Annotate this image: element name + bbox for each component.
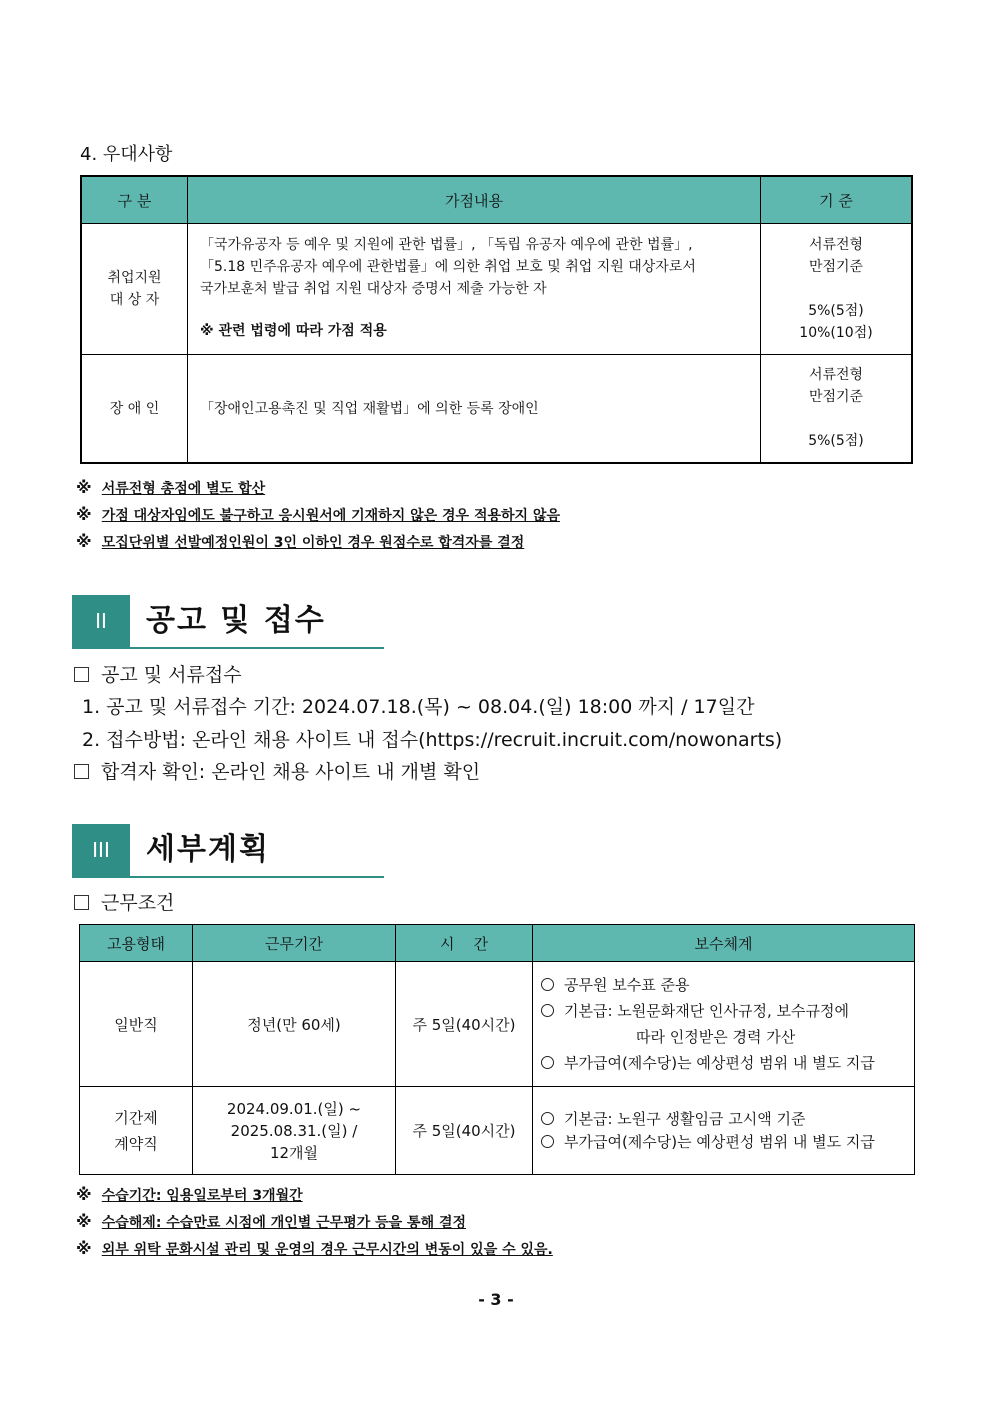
note-item: ※ 수습기간: 임용일로부터 3개월간 — [76, 1185, 303, 1204]
work-period: 정년(만 60세) — [193, 962, 396, 1087]
work-hours: 주 5일(40시간) — [396, 1087, 533, 1175]
section-number: II — [72, 595, 130, 647]
announcement-period: 1. 공고 및 서류접수 기간: 2024.07.18.(목) ~ 08.04.(일) 18:00 까지 / 17일간 — [82, 696, 755, 718]
row-category: 취업지원 대 상 자 — [81, 224, 188, 355]
preference-notes — [76, 478, 560, 559]
note-item: ※ 서류전형 총점에 별도 합산 — [76, 478, 266, 497]
header-work-period: 근무기간 — [193, 925, 396, 962]
section-title: 세부계획 — [146, 832, 270, 867]
circle-bullet-icon — [541, 978, 554, 991]
circle-bullet-icon — [541, 1004, 554, 1017]
table-row — [80, 962, 915, 1087]
note-item: ※ 수습해제: 수습만료 시점에 개인별 근무평가 등을 통해 결정 — [76, 1212, 467, 1231]
work-period: 2024.09.01.(일) ~ 2025.08.31.(일) / 12개월 — [193, 1087, 396, 1175]
circle-bullet-icon — [541, 1112, 554, 1125]
header-criteria: 기 준 — [761, 176, 913, 224]
checkbox-square-icon — [74, 764, 89, 779]
work-hours: 주 5일(40시간) — [396, 962, 533, 1087]
header-content: 가점내용 — [188, 176, 761, 224]
section-header-announcement — [72, 595, 384, 649]
employment-type: 기간제 계약직 — [80, 1087, 193, 1175]
row-content: 「국가유공자 등 예우 및 지원에 관한 법률」, 「독립 유공자 예우에 관한 법률」, 「5.18 민주유공자 예우에 관한법률」에 의한 취업 보호 및 취업 지원 대상자로서 국가보훈처 발급 취업 지원 대상자 증명서 제출 가능한 자 ※ 관련 법령에 따라 가점 적용 — [188, 224, 761, 355]
circle-bullet-icon — [541, 1056, 554, 1069]
work-conditions-table — [79, 924, 915, 1175]
note-item: ※ 외부 위탁 문화시설 관리 및 운영의 경우 근무시간의 변동이 있을 수 있음. — [76, 1239, 553, 1258]
circle-bullet-icon — [541, 1135, 554, 1148]
note-item: ※ 가점 대상자임에도 불구하고 응시원서에 기재하지 않은 경우 적용하지 않음 — [76, 505, 560, 524]
pay-system: 공무원 보수표 준용 기본급: 노원문화재단 인사규정, 보수규정에 따라 인정받은 경력 가산 부가급여(제수당)는 예상편성 범위 내 별도 지급 — [533, 962, 915, 1087]
page-number: - 3 - — [478, 1290, 514, 1309]
header-category: 구 분 — [81, 176, 188, 224]
section-number: III — [72, 824, 130, 876]
header-pay: 보수체계 — [533, 925, 915, 962]
work-conditions-item: 근무조건 — [74, 888, 174, 915]
table-row — [80, 1087, 915, 1175]
section-header-plan — [72, 824, 384, 878]
note-item: ※ 모집단위별 선발예정인원이 3인 이하인 경우 원점수로 합격자를 결정 — [76, 532, 525, 551]
row-content: 「장애인고용촉진 및 직업 재활법」에 의한 등록 장애인 — [188, 355, 761, 463]
checkbox-square-icon — [74, 895, 89, 910]
work-notes — [76, 1185, 553, 1266]
table-row — [81, 224, 912, 355]
row-criteria: 서류전형 만점기준 5%(5점) — [761, 355, 913, 463]
employment-type: 일반직 — [80, 962, 193, 1087]
row-category: 장 애 인 — [81, 355, 188, 463]
announcement-item: 공고 및 서류접수 — [74, 660, 242, 687]
result-check-item: 합격자 확인: 온라인 채용 사이트 내 개별 확인 — [74, 757, 480, 784]
header-hours: 시 간 — [396, 925, 533, 962]
preference-table — [80, 175, 913, 464]
header-employment-type: 고용형태 — [80, 925, 193, 962]
checkbox-square-icon — [74, 667, 89, 682]
pay-system: 기본급: 노원구 생활임금 고시액 기준 부가급여(제수당)는 예상편성 범위 내 별도 지급 — [533, 1087, 915, 1175]
section-title-preferences: 4. 우대사항 — [80, 144, 173, 165]
application-method: 2. 접수방법: 온라인 채용 사이트 내 접수(https://recruit.incruit.com/nowonarts) — [82, 729, 783, 751]
row-criteria: 서류전형 만점기준 5%(5점) 10%(10점) — [761, 224, 913, 355]
section-title: 공고 및 접수 — [146, 603, 326, 638]
table-row — [81, 355, 912, 463]
content-note: ※ 관련 법령에 따라 가점 적용 — [200, 323, 387, 339]
